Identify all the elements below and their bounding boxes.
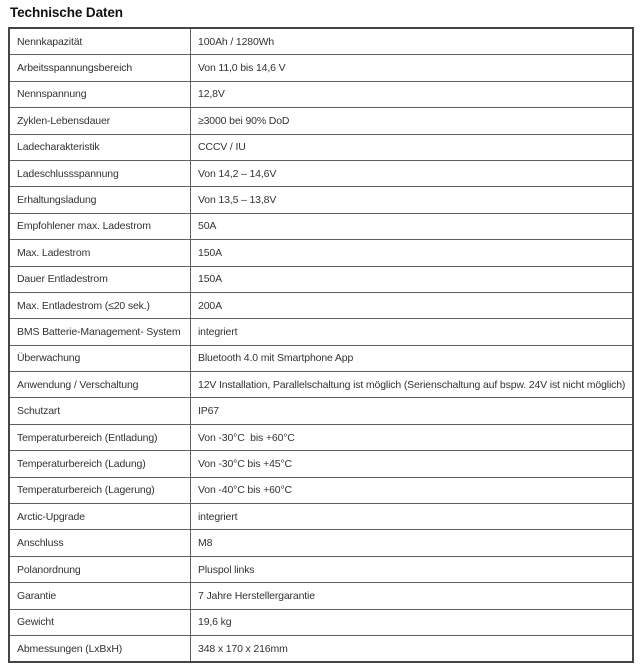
spec-value: 150A — [191, 240, 634, 266]
table-row — [9, 583, 633, 609]
spec-value: Von 14,2 – 14,6V — [191, 160, 634, 186]
table-row — [9, 28, 633, 55]
spec-label: Anwendung / Verschaltung — [9, 372, 191, 398]
spec-value: Pluspol links — [191, 556, 634, 582]
table-row — [9, 292, 633, 318]
spec-value: 12V Installation, Parallelschaltung ist möglich (Serienschaltung auf bspw. 24V ist nicht möglich) — [191, 372, 634, 398]
table-row — [9, 187, 633, 213]
table-row — [9, 556, 633, 582]
spec-value: IP67 — [191, 398, 634, 424]
spec-label: Gewicht — [9, 609, 191, 635]
spec-label: Polanordnung — [9, 556, 191, 582]
table-row — [9, 477, 633, 503]
table-row — [9, 160, 633, 186]
spec-label: Empfohlener max. Ladestrom — [9, 213, 191, 239]
table-row — [9, 609, 633, 635]
spec-label: Überwachung — [9, 345, 191, 371]
spec-value: Von 11,0 bis 14,6 V — [191, 55, 634, 81]
spec-label: Dauer Entladestrom — [9, 266, 191, 292]
spec-label: Anschluss — [9, 530, 191, 556]
table-row — [9, 424, 633, 450]
technical-data-table-body — [9, 28, 633, 662]
spec-value: 19,6 kg — [191, 609, 634, 635]
spec-value: 7 Jahre Herstellergarantie — [191, 583, 634, 609]
spec-value: 150A — [191, 266, 634, 292]
technical-data-table — [8, 27, 634, 663]
table-row — [9, 398, 633, 424]
spec-value: Von -40°C bis +60°C — [191, 477, 634, 503]
spec-value: 348 x 170 x 216mm — [191, 635, 634, 662]
table-row — [9, 240, 633, 266]
spec-label: Abmessungen (LxBxH) — [9, 635, 191, 662]
table-row — [9, 266, 633, 292]
spec-label: Nennkapazität — [9, 28, 191, 55]
page — [0, 5, 640, 663]
spec-value: 100Ah / 1280Wh — [191, 28, 634, 55]
spec-label: Zyklen-Lebensdauer — [9, 108, 191, 134]
table-row — [9, 134, 633, 160]
spec-value: integriert — [191, 319, 634, 345]
table-row — [9, 319, 633, 345]
spec-label: Max. Ladestrom — [9, 240, 191, 266]
table-row — [9, 530, 633, 556]
spec-label: Ladecharakteristik — [9, 134, 191, 160]
spec-label: Temperaturbereich (Entladung) — [9, 424, 191, 450]
spec-label: Erhaltungsladung — [9, 187, 191, 213]
spec-value: 12,8V — [191, 81, 634, 107]
spec-value: M8 — [191, 530, 634, 556]
spec-value: ≥3000 bei 90% DoD — [191, 108, 634, 134]
spec-label: Max. Entladestrom (≤20 sek.) — [9, 292, 191, 318]
spec-label: BMS Batterie-Management- System — [9, 319, 191, 345]
table-row — [9, 81, 633, 107]
spec-value: 50A — [191, 213, 634, 239]
spec-value: Von 13,5 – 13,8V — [191, 187, 634, 213]
spec-label: Schutzart — [9, 398, 191, 424]
spec-label: Temperaturbereich (Lagerung) — [9, 477, 191, 503]
table-row — [9, 55, 633, 81]
table-row — [9, 635, 633, 662]
spec-label: Temperaturbereich (Ladung) — [9, 451, 191, 477]
page-title: Technische Daten — [10, 5, 123, 20]
spec-label: Arctic-Upgrade — [9, 504, 191, 530]
spec-value: 200A — [191, 292, 634, 318]
table-row — [9, 451, 633, 477]
spec-value: CCCV / IU — [191, 134, 634, 160]
spec-label: Garantie — [9, 583, 191, 609]
table-row — [9, 504, 633, 530]
spec-label: Ladeschlussspannung — [9, 160, 191, 186]
table-row — [9, 108, 633, 134]
table-row — [9, 372, 633, 398]
spec-value: Bluetooth 4.0 mit Smartphone App — [191, 345, 634, 371]
table-row — [9, 345, 633, 371]
spec-label: Nennspannung — [9, 81, 191, 107]
spec-value: integriert — [191, 504, 634, 530]
spec-value: Von -30°C bis +45°C — [191, 451, 634, 477]
spec-label: Arbeitsspannungsbereich — [9, 55, 191, 81]
spec-value: Von -30°C bis +60°C — [191, 424, 634, 450]
table-row — [9, 213, 633, 239]
